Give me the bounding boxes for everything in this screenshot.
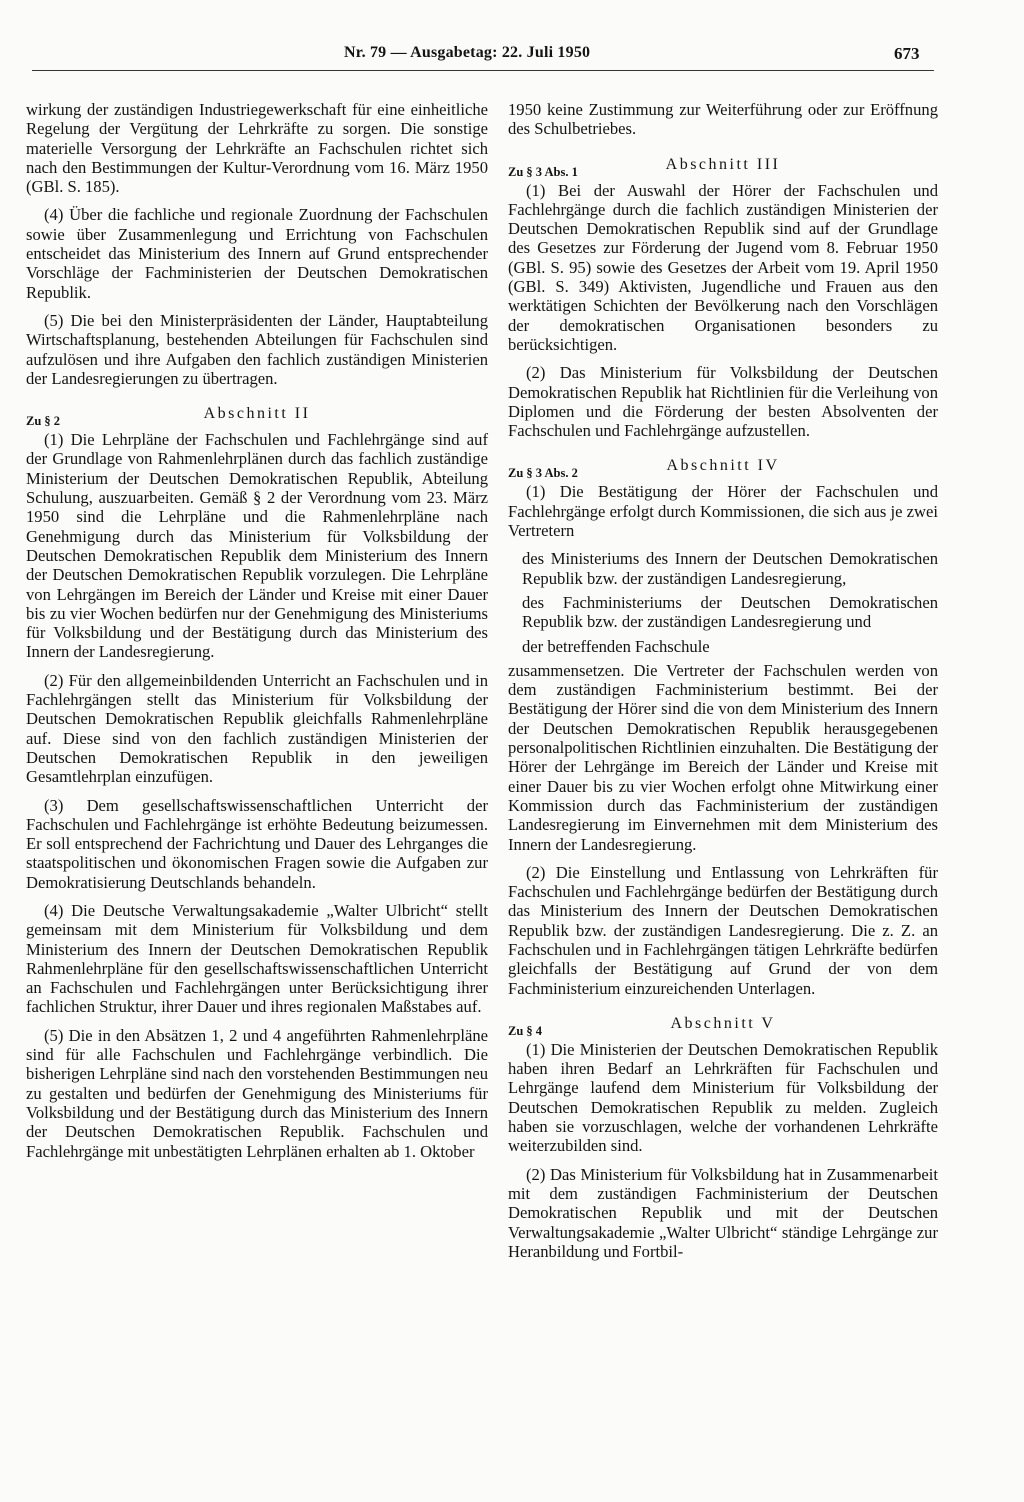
page-number: 673 (894, 44, 920, 63)
section-heading-5 (508, 1014, 938, 1036)
list-item: der betreffenden Fachschule (522, 636, 710, 656)
section-title: Abschnitt III (665, 155, 781, 173)
paragraph: (5) Die bei den Ministerpräsidenten der Länder, Hauptabteilung Wirtschaftsplanung, bestehenden Abteilungen für Fachschulen sind aufzulösen und ihre Aufgaben den fachlich zuständigen Ministerien der Landesregierungen zu übertragen. (26, 310, 488, 388)
paragraph: (4) Die Deutsche Verwaltungsakademie „Walter Ulbricht“ stellt gemeinsam mit dem Ministerium für Volksbildung und dem Ministerium des Innern der Deutschen Demokratischen Republik Rahmenlehrpläne für den gesellschaftswissenschaftlichen Unterricht an Fachschulen und Fachlehrgängen unter Berücksichtigung ihrer fachlichen Struktur, ihrer Dauer und ihres regionalen Maßstabes auf. (26, 900, 488, 1017)
section-reference: Zu § 2 (26, 414, 61, 429)
section-reference: Zu § 4 (508, 1023, 543, 1038)
section-reference: Zu § 3 Abs. 2 (508, 466, 578, 481)
header-rule (32, 70, 934, 71)
section-reference: Zu § 3 Abs. 1 (508, 164, 578, 179)
paragraph: (5) Die in den Absätzen 1, 2 und 4 angeführten Rahmenlehrpläne sind für alle Fachschulen und Fachlehrgänge verbindlich. Die bisherigen Lehrpläne sind nach den vorstehenden Bestimmungen neu zu gestalten und bedürfen der Genehmigung des Ministeriums für Volksbildung und der Bestätigung durch das Ministerium des Innern der Deutschen Demokratischen Republik. Fachschulen und Fachlehrgänge mit unbestätigten Lehrplänen erhalten ab 1. Oktober (26, 1025, 488, 1161)
issue-header: Nr. 79 — Ausgabetag: 22. Juli 1950 (344, 44, 591, 61)
section-heading-3 (508, 155, 938, 177)
paragraph: wirkung der zuständigen Industriegewerkschaft für eine einheitliche Regelung der Vergütung der Lehrkräfte zu sorgen. Die sonstige materielle Versorgung der Lehrkräfte an Fachschulen richtet sich nach den Bestimmungen der Kultur-Verordnung vom 16. März 1950 (GBl. S. 185). (26, 100, 488, 197)
paragraph: (4) Über die fachliche und regionale Zuordnung der Fachschulen sowie über Zusammenlegung und Errichtung von Fachschulen entscheidet das Ministerium des Innern auf Grund entsprechender Vorschläge der Fachministerien der Deutschen Demokratischen Republik. (26, 205, 488, 302)
right-column (508, 100, 938, 1270)
section-title: Abschnitt V (670, 1014, 776, 1032)
section-heading-4 (508, 456, 938, 481)
paragraph: (2) Für den allgemeinbildenden Unterricht an Fachschulen und in Fachlehrgängen stellt das Ministerium für Volksbildung der Deutschen Demokratischen Republik gleichfalls Rahmenlehrpläne auf. Diese sind von den fachlich zuständigen Ministerien der Deutschen Demokratischen Republik in den jeweiligen Gesamtlehrplan einzufügen. (26, 670, 488, 787)
paragraph: (2) Das Ministerium für Volksbildung der Deutschen Demokratischen Republik hat Richtlinien für die Verleihung von Diplomen und die Förderung der besten Absolventen der Fachschulen und Fachlehrgänge aufzustellen. (508, 363, 938, 441)
paragraph: (1) Die Ministerien der Deutschen Demokratischen Republik haben ihren Bedarf an Lehrkräften für Fachschulen und Lehrgänge laufend dem Ministerium für Volksbildung der Deutschen Demokratischen Republik zu melden. Zugleich haben sie vorzuschlagen, welche der vorhandenen Lehrkräfte weiterzubilden sind. (508, 1039, 938, 1156)
left-column (26, 100, 488, 1170)
list-item: des Ministeriums des Innern der Deutschen Demokratischen Republik bzw. der zuständigen Landesregierung, (522, 549, 938, 588)
paragraph: (1) Die Bestätigung der Hörer der Fachschulen und Fachlehrgänge erfolgt durch Kommissionen, die sich aus je zwei Vertretern (508, 482, 938, 541)
section-heading-2 (26, 404, 488, 429)
paragraph: 1950 keine Zustimmung zur Weiterführung oder zur Eröffnung des Schulbetriebes. (508, 100, 938, 139)
paragraph: (1) Bei der Auswahl der Hörer der Fachschulen und Fachlehrgänge durch die fachlich zuständigen Ministerien der Deutschen Demokratischen Republik sind auf der Grundlage des Gesetzes zur Förderung der Jugend vom 8. Februar 1950 (GBl. S. 95) sowie des Gesetzes der Arbeit vom 19. April 1950 (GBl. S. 349) Aktivisten, Jugendliche und Frauen aus den werktätigen Schichten der Bevölkerung nach den Vorschlägen der demokratischen Organisationen besonders zu berücksichtigen. (508, 180, 938, 354)
section-title: Abschnitt IV (666, 457, 780, 475)
paragraph: zusammensetzen. Die Vertreter der Fachschulen werden von dem zuständigen Fachministerium bestimmt. Bei der Bestätigung der Hörer sind die von dem Ministerium des Innern der Deutschen Demokratischen Republik herausgegebenen personalpolitischen Richtlinien einzuhalten. Die Bestätigung der Hörer der Lehrgänge im Bereich der Länder und Kreise mit einer Dauer bis zu vier Wochen erfolgt ohne Mitwirkung einer Kommission durch das Fachministerium der zuständigen Landesregierung im Einvernehmen mit dem Ministerium des Innern der Landesregierung. (508, 660, 938, 854)
paragraph: (3) Dem gesellschaftswissenschaftlichen Unterricht der Fachschulen und Fachlehrgänge ist erhöhte Bedeutung beizumessen. Er soll entsprechend der Fachrichtung und Dauer des Lehrganges die staatspolitischen und ökonomischen Fragen sowie die Aufgaben zur Demokratisierung Deutschlands behandeln. (26, 795, 488, 892)
list-item: des Fachministeriums der Deutschen Demokratischen Republik bzw. der zuständigen Landesregierung und (522, 592, 938, 632)
paragraph: (1) Die Lehrpläne der Fachschulen und Fachlehrgänge sind auf der Grundlage von Rahmenlehrplänen durch das fachlich zuständige Ministerium der Deutschen Demokratischen Republik, Abteilung Schulung, auszuarbeiten. Gemäß § 2 der Verordnung vom 23. März 1950 sind die Lehrpläne und die Rahmenlehrpläne nach Genehmigung durch das Ministerium für Volksbildung der Deutschen Demokratischen Republik dem Ministerium des Innern der Deutschen Demokratischen Republik vorzulegen. Die Lehrpläne von Lehrgängen im Bereich der Länder und Kreise mit einer Dauer bis zu vier Wochen bedürfen nur der Genehmigung des Ministeriums für Volksbildung und der Bestätigung durch das Ministerium des Innern der Landesregierung. (26, 430, 488, 662)
paragraph: (2) Die Einstellung und Entlassung von Lehrkräften für Fachschulen und Fachlehrgänge bedürfen der Bestätigung durch das Ministerium des Innern der Deutschen Demokratischen Republik bzw. der zuständigen Landesregierung. Die z. Z. an Fachschulen und in Fachlehrgängen tätigen Lehrkräfte bedürfen gleichfalls der Bestätigung auf Grund der von dem Fachministerium einzureichenden Unterlagen. (508, 862, 938, 998)
paragraph: (2) Das Ministerium für Volksbildung hat in Zusammenarbeit mit dem zuständigen Fachministerium der Deutschen Demokratischen Republik und mit der Deutschen Verwaltungsakademie „Walter Ulbricht“ ständige Lehrgänge zur Heranbildung und Fortbil- (508, 1164, 938, 1261)
section-title: Abschnitt II (203, 405, 311, 423)
